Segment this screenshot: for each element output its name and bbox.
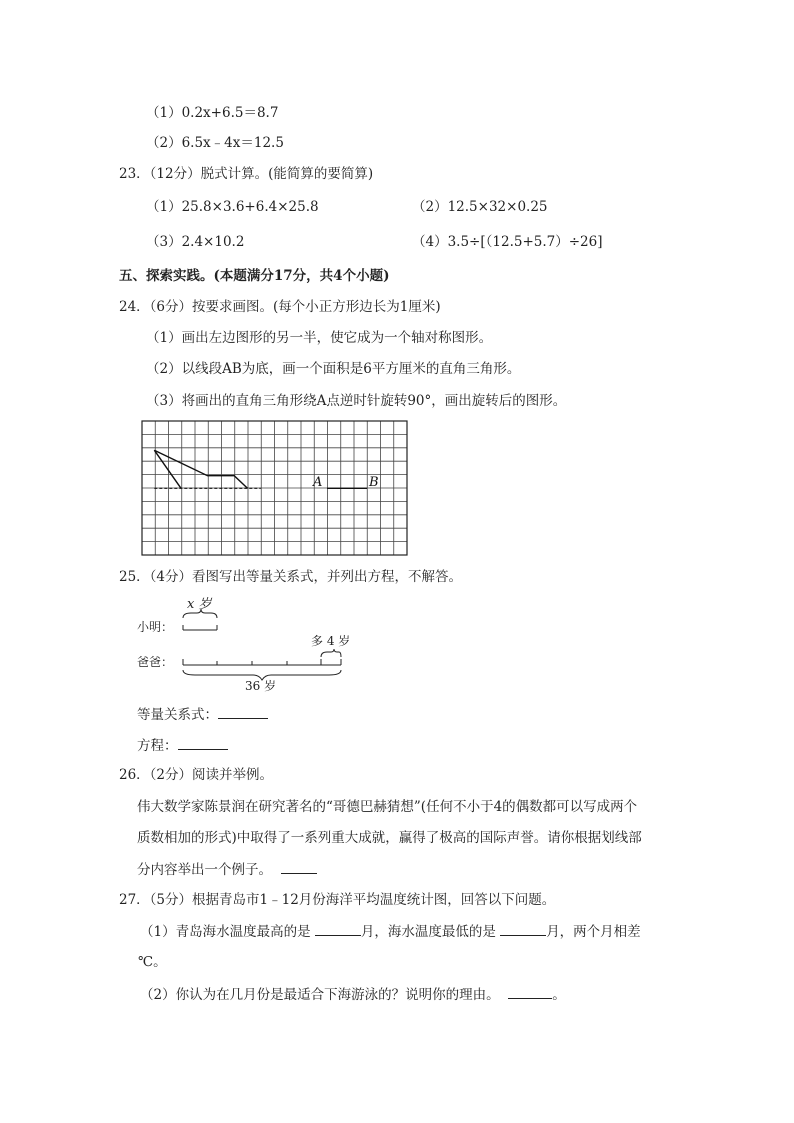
q23-title: 23．（12分）脱式计算。(能简算的要简算) [119,166,374,182]
label-b: B [369,475,379,490]
q26-line2: 质数相加的形式)中取得了一系列重大成就，赢得了极高的国际声誉。请你根据划线部 [137,830,642,846]
q27-part2-row [140,985,566,1004]
q23-part2: （2）12.5×32×0.25 [412,199,548,215]
lowest-month-blank[interactable] [500,922,546,936]
q26-line3: 分内容举出一个例子。 [137,862,272,878]
q27-title: 27．（5分）根据青岛市1﹣12月份海洋平均温度统计图，回答以下问题。 [119,892,556,908]
q23-part3: （3）2.4×10.2 [146,234,245,250]
q27-part2-text: （2）你认为在几月份是最适合下海游泳的？说明你的理由。 [140,987,500,1003]
q27-part1-text-b: 月，海水温度最低的是 [360,924,496,940]
q25-relation-row [137,705,268,724]
q24-part3: （3）将画出的直角三角形绕A点逆时针旋转90°，画出旋转后的图形。 [146,393,567,409]
total-years-label: 36 岁 [245,679,277,693]
best-month-blank[interactable] [508,985,552,999]
section-five-title: 五、探索实践。(本题满分17分，共4个小题) [119,268,390,284]
xiaoming-label: 小明： [137,620,174,634]
q27-part1-unit: ℃。 [138,954,167,970]
q26-line1: 伟大数学家陈景润在研究著名的“哥德巴赫猜想”(任何不小于4的偶数都可以写成两个 [137,799,638,815]
q22-part1: （1）0.2x+6.5＝8.7 [146,105,279,121]
baba-label: 爸爸： [137,655,174,669]
q25-equation-row [137,736,228,755]
q27-part1-text-c: 月，两个月相差 [546,924,641,940]
q22-part2: （2）6.5x﹣4x＝12.5 [146,135,284,151]
q23-part4: （4）3.5÷[（12.5+5.7）÷26] [412,234,603,250]
q26-line3-row [137,860,317,879]
q24-grid-figure [141,420,409,557]
q27-part1-text-a: （1）青岛海水温度最高的是 [140,924,311,940]
more-four-label: 多 4 岁 [311,634,351,648]
q24-part2: （2）以线段AB为底，画一个面积是6平方厘米的直角三角形。 [146,361,521,377]
relation-label: 等量关系式： [137,707,218,723]
highest-month-blank[interactable] [315,922,361,936]
label-a: A [313,475,323,490]
q25-line-diagram [135,594,365,694]
equation-answer-blank[interactable] [178,736,228,750]
q26-answer-blank[interactable] [281,860,317,874]
q24-title: 24．（6分）按要求画图。(每个小正方形边长为1厘米) [119,299,441,315]
q25-title: 25．（4分）看图写出等量关系式，并列出方程，不解答。 [119,569,463,585]
equation-label: 方程： [137,738,178,754]
q27-part1-row [140,922,641,941]
q23-part1: （1）25.8×3.6+6.4×25.8 [146,199,319,215]
q26-title: 26．（2分）阅读并举例。 [119,767,274,783]
relation-answer-blank[interactable] [218,705,268,719]
x-years-label: x 岁 [187,597,212,612]
more-brace [321,649,341,657]
q27-part2-end: 。 [552,987,566,1003]
q24-part1: （1）画出左边图形的另一半，使它成为一个轴对称图形。 [146,330,493,346]
